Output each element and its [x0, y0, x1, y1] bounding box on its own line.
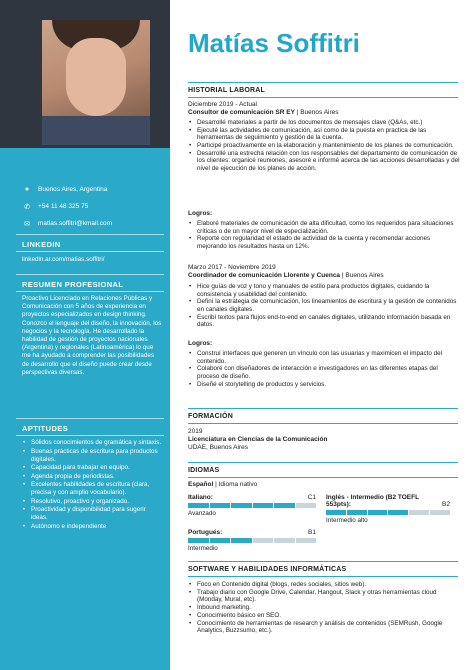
- list-item: • Agenda propia de periodistas.: [22, 473, 162, 481]
- section-rule: [188, 462, 458, 463]
- list-item: • Resolutivo, proactivo y organizado.: [22, 498, 162, 506]
- level-segment: [430, 510, 450, 515]
- level-segment: [274, 538, 295, 543]
- skills-title: APTITUDES: [22, 424, 69, 433]
- summary-title: RESUMEN PROFESIONAL: [22, 280, 124, 289]
- list-item: • Autónomo e independiente: [22, 523, 162, 531]
- list-item: • Elaboré materiales de comunicación de alta dificultad, como los requeridos para situaciones críticas o de un mayor nivel de especialización.: [188, 220, 460, 235]
- list-item: • Colaboré con diseñadores de interacción e investigadores en las diferentes etapas del proceso de diseño.: [188, 365, 460, 380]
- section-rule: [188, 576, 458, 577]
- job-1-bullets: [188, 119, 460, 173]
- sidebar: [0, 0, 170, 670]
- level-segment: [368, 510, 388, 515]
- job-1-title: Consultor de comunicación SR EY | Buenos Aires: [188, 109, 339, 116]
- job-2-title: Coordinador de comunicación Llorente y Cuenca | Buenos Aires: [188, 272, 384, 279]
- level-segment: [253, 503, 274, 508]
- list-item: • Inbound marketing.: [188, 604, 460, 612]
- level-segment: [388, 510, 408, 515]
- sidebar-divider: [16, 251, 164, 252]
- contact-phone: ✆ +54 11 48 325 75: [22, 199, 162, 214]
- map-pin-icon: ●: [24, 186, 30, 193]
- list-item: • Hice guías de voz y tono y manuales de estilo para productos digitales, cuidando la consistencia y usabilidad del contenido.: [188, 283, 460, 298]
- list-item: • Buenas prácticas de escritura para productos digitales.: [22, 448, 162, 464]
- section-rule: [188, 408, 458, 409]
- list-item: • Diseñé el storytelling de productos y servicios.: [188, 381, 460, 389]
- section-rule: [188, 97, 458, 98]
- level-segment: [296, 538, 317, 543]
- level-segment: [188, 503, 209, 508]
- list-item: • Excelentes habilidades de escritura (clara, precisa y con amplio vocabulario).: [22, 481, 162, 497]
- level-segment: [231, 503, 252, 508]
- list-item: • Sólidos conocimientos de gramática y sintaxis.: [22, 439, 162, 447]
- language-native: Español | Idioma nativo: [188, 481, 258, 488]
- list-item: • Escribí textos para flujos end-to-end en canales digitales, utilizando información basada en datos.: [188, 314, 460, 329]
- language-english: Inglés - Intermedio (B2 TOEFL 553pts): B2 Intermedio alto: [326, 494, 450, 524]
- level-segment: [409, 510, 429, 515]
- section-rule: [188, 477, 458, 478]
- phone-icon: ✆: [24, 203, 30, 211]
- job-1-logros: [188, 220, 460, 251]
- page-title: Matías Soffitri: [188, 28, 360, 58]
- level-segment: [210, 503, 231, 508]
- section-rule: [188, 561, 458, 562]
- list-item: • Construí interfaces que generen un vínculo con las usuarias y maximicen el impacto del contenido.: [188, 350, 460, 365]
- list-item: • Desarrollé materiales a partir de los documentos de mensajes clave (Q&As, etc.): [188, 119, 460, 127]
- software-title: SOFTWARE Y HABILIDADES INFORMÁTICAS: [188, 566, 347, 573]
- sidebar-divider: [16, 418, 164, 419]
- job-2-bullets: [188, 283, 460, 329]
- experience-title: HISTORIAL LABORAL: [188, 87, 266, 94]
- job-2-dates: Marzo 2017 - Noviembre 2019: [188, 264, 276, 271]
- level-segment: [296, 503, 317, 508]
- linkedin-title: LINKEDIN: [22, 240, 61, 249]
- list-item: • Desarrollé una estrecha relación con los responsables del departamento de comunicación de los clientes: organicé reuniones, asesoré e informé acerca de las acciones desarrolladas y del nivel de ejecución de los planes de acción.: [188, 150, 460, 173]
- level-segment: [347, 510, 367, 515]
- sidebar-divider: [16, 435, 164, 436]
- list-item: • Capacidad para trabajar en equipo.: [22, 464, 162, 472]
- list-item: • Conocimiento de herramientas de research y análisis de contenidos (SEMRush, Google Analytics, Buzzsumo, etc.).: [188, 620, 460, 635]
- linkedin-url[interactable]: linkedin.ar.com/matias.soffitri/: [22, 256, 105, 263]
- job-1-logros-label: Logros:: [188, 210, 213, 217]
- sidebar-divider: [16, 274, 164, 275]
- section-rule: [188, 82, 458, 83]
- profile-photo: [42, 20, 150, 145]
- list-item: • Participé proactivamente en la elaboración y mantenimiento de los planes de comunicación.: [188, 142, 460, 150]
- level-segment: [231, 538, 252, 543]
- job-2-logros-label: Logros:: [188, 340, 213, 347]
- language-level-bar: [188, 538, 316, 543]
- list-item: • Ejecuté las actividades de comunicación, así como de la puesta en practica de las herramientas de seguimiento y gestión de la cuenta.: [188, 127, 460, 142]
- list-item: • Conocimiento básico en SEO.: [188, 612, 460, 620]
- list-item: • Definí la estrategia de comunicación, los lineamientos de escritura y la gestión de contenidos en canales digitales.: [188, 298, 460, 313]
- level-segment: [274, 503, 295, 508]
- list-item: • Proactividad y disponibilidad para sugerir ideas.: [22, 506, 162, 522]
- level-segment: [188, 538, 209, 543]
- education-title: FORMACIÓN: [188, 413, 233, 420]
- level-segment: [326, 510, 346, 515]
- software-list: [188, 581, 460, 635]
- language-italian: Italiano: C1 Avanzado: [188, 494, 316, 517]
- summary-text: Proactivo Licenciado en Relaciones Públicas y Comunicación con 5 años de experiencia en proyectos especializados en design thinking. Conozco el lenguaje del diseño, la innovación, los negocios y la tecnología. He desarrollado la habilidad de gestión de proyectos nacionales (Argentina) y regionales (Latinoamérica) lo que me ha ayudado a comprender las posibilidades de desarrollo que el diseño puede crear desde perspectivas diversas.: [22, 295, 162, 376]
- language-level-bar: [188, 503, 316, 508]
- education-school: UDAE, Buenos Aires: [188, 444, 248, 451]
- languages-title: IDIOMAS: [188, 467, 220, 474]
- language-level-bar: [326, 510, 450, 515]
- contact-block: [22, 182, 162, 233]
- job-1-dates: Diciembre 2019 - Actual: [188, 101, 258, 108]
- contact-email[interactable]: ✉ matias.soffitri@kmail.com: [22, 216, 162, 231]
- list-item: • Foco en Contenido digital (blogs, redes sociales, sitios web).: [188, 581, 460, 589]
- skills-list: [22, 439, 162, 531]
- education-year: 2019: [188, 428, 203, 435]
- level-segment: [253, 538, 274, 543]
- sidebar-divider: [16, 291, 164, 292]
- contact-location: ● Buenos Aires, Argentina: [22, 182, 162, 197]
- job-2-logros: [188, 350, 460, 388]
- mail-icon: ✉: [24, 220, 30, 228]
- language-portuguese: Portugués: B1 Intermedio: [188, 529, 316, 552]
- section-rule: [188, 423, 458, 424]
- level-segment: [210, 538, 231, 543]
- list-item: • Reporté con regularidad el estado de actividad de la cuenta y recomendar acciones mejorando los resultados hasta un 12%.: [188, 235, 460, 250]
- education-degree: Licenciatura en Ciencias de la Comunicación: [188, 436, 328, 443]
- sidebar-divider: [16, 234, 164, 235]
- list-item: • Trabajo diario con Google Drive, Calendar, Hangout, Slack y otras herramientas cloud (Monday, Mural, etc).: [188, 589, 460, 604]
